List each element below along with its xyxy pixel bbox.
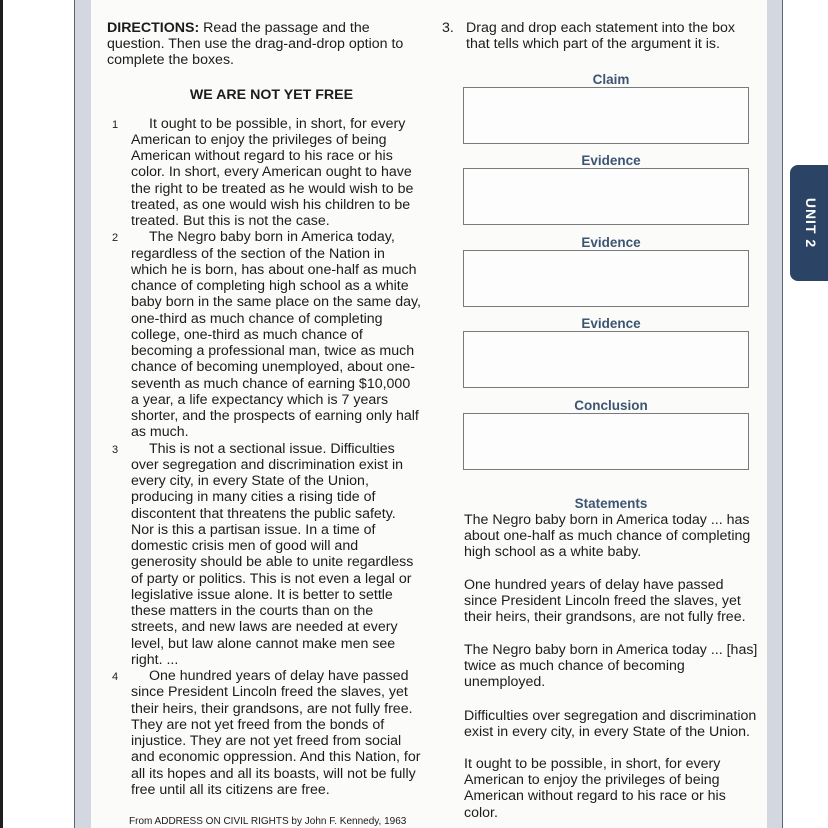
directions bbox=[107, 20, 422, 69]
drop-zone-claim bbox=[442, 72, 762, 144]
evidence-drop-box-1[interactable] bbox=[463, 168, 749, 225]
paragraph-number: 3 bbox=[112, 443, 119, 456]
draggable-statement[interactable]: One hundred years of delay have passed since President Lincoln freed the slaves, yet their heirs, their grandsons, are not fully free. bbox=[464, 577, 746, 626]
evidence-drop-box-3[interactable] bbox=[463, 331, 749, 388]
draggable-statement[interactable]: It ought to be possible, in short, for every American to enjoy the privileges of being American without regard to his race or his color. bbox=[464, 756, 726, 821]
drop-zone-evidence-1 bbox=[442, 153, 762, 225]
unit-tab bbox=[790, 165, 828, 281]
question-column bbox=[442, 20, 762, 52]
paragraph-number: 1 bbox=[112, 118, 119, 131]
paragraph-text: It ought to be possible, in short, for every American to enjoy the privileges of being American without regard to his race or his color. In short, every American ought to have the right to be treated as he would wish to be treated, as one would wish his children to be treated. But this is not the case. bbox=[131, 115, 414, 230]
paragraph-number: 4 bbox=[112, 671, 119, 684]
paragraph-text: One hundred years of delay have passed since President Lincoln freed the slaves, yet their heirs, their grandsons, are not fully free. They are not yet freed from the bonds of injustice. They are not yet freed from social and economic oppression. And this Nation, for all its hopes and all its boasts, will not be fully free until all its citizens are free. bbox=[131, 668, 421, 798]
page-gutter-left bbox=[74, 0, 91, 828]
directions-text: Read the passage and the question. Then use the drag-and-drop option to complete the boxes. bbox=[107, 20, 404, 69]
question-number: 3. bbox=[442, 20, 454, 36]
statements-title: Statements bbox=[574, 496, 648, 511]
draggable-statement[interactable]: Difficulties over segregation and discrimination exist in every city, in every State of the Union. bbox=[464, 708, 757, 741]
passage-column bbox=[107, 20, 422, 827]
paragraph-number: 2 bbox=[112, 232, 119, 245]
passage-source: From ADDRESS ON CIVIL RIGHTS by John F. Kennedy, 1963 bbox=[129, 816, 407, 828]
page-gutter-right bbox=[767, 0, 783, 828]
passage-paragraph bbox=[107, 229, 422, 440]
drop-zone-conclusion bbox=[442, 398, 762, 470]
drop-box-label: Evidence bbox=[581, 153, 641, 168]
drop-zone-evidence-2 bbox=[442, 235, 762, 307]
conclusion-drop-box[interactable] bbox=[463, 413, 749, 470]
question-text: Drag and drop each statement into the box that tells which part of the argument it is. bbox=[466, 20, 735, 53]
passage-paragraph bbox=[107, 116, 422, 230]
drop-box-label: Conclusion bbox=[574, 398, 648, 413]
drop-box-label: Evidence bbox=[581, 235, 641, 250]
passage-paragraph bbox=[107, 668, 422, 798]
claim-drop-box[interactable] bbox=[463, 87, 749, 144]
passage-paragraph bbox=[107, 441, 422, 669]
draggable-statement[interactable]: The Negro baby born in America today ... [has] twice as much chance of becoming unemployed. bbox=[464, 642, 758, 691]
drop-zone-evidence-3 bbox=[442, 316, 762, 388]
scan-edge bbox=[0, 0, 3, 828]
draggable-statement[interactable]: The Negro baby born in America today ... has about one-half as much chance of completing high school as a white baby. bbox=[464, 512, 751, 561]
paragraph-text: The Negro baby born in America today, regardless of the section of the Nation in which he is born, has about one-half as much chance of completing high school as a white baby born in the same place on the same day, one-third as much chance of completing college, one-third as much chance of becoming a professional man, twice as much chance of becoming unemployed, about one-seventh as much chance of earning $10,000 a year, a life expectancy which is 7 years shorter, and the prospects of earning only half as much. bbox=[131, 229, 421, 441]
evidence-drop-box-2[interactable] bbox=[463, 250, 749, 307]
paragraph-text: This is not a sectional issue. Difficulties over segregation and discrimination exist in every city, in every State of the Union, producing in many cities a rising tide of discontent that threatens the public safety. Nor is this a partisan issue. In a time of domestic crisis men of good will and generosity should be able to unite regardless of party or politics. This is not even a legal or legislative issue alone. It is better to settle these matters in the courts than on the streets, and new laws are needed at every level, but law alone cannot make men see right. ... bbox=[131, 440, 414, 668]
unit-tab-label: UNIT 2 bbox=[803, 197, 819, 249]
question-prompt bbox=[442, 20, 762, 52]
drop-box-label: Claim bbox=[592, 72, 630, 87]
passage-title: WE ARE NOT YET FREE bbox=[189, 86, 354, 103]
drop-box-label: Evidence bbox=[581, 316, 641, 331]
directions-label: DIRECTIONS: bbox=[107, 20, 200, 36]
